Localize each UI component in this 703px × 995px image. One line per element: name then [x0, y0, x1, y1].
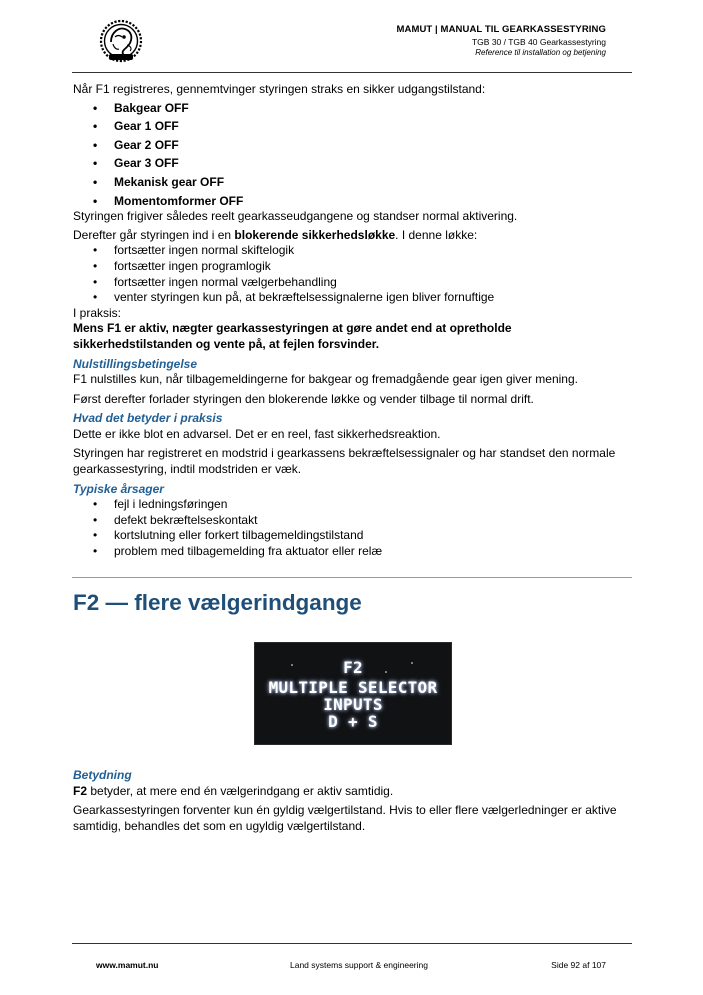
- causes-heading: Typiske årsager: [73, 481, 164, 496]
- meaning-text-2: Styringen har registreret en modstrid i gearkassens bekræftelsessignaler og har standset den normale gearkassestyring, indtil modstriden er væk.: [73, 446, 616, 477]
- f2-text-2: Gearkassestyringen forventer kun én gyldig vælgertilstand. Hvis to eller flere vælgerledninger er aktive samtidig, behandles det som en ugyldig vælgertilstand.: [73, 803, 617, 833]
- list-item: • Gear 1 OFF: [73, 119, 631, 138]
- footer-website: www.mamut.nu: [96, 960, 159, 970]
- f2-heading: F2 — flere vælgerindgange: [73, 590, 362, 615]
- list-item: • venter styringen kun på, at bekræftelsessignalerne igen bliver fornuftige: [73, 290, 631, 306]
- list-item: • fortsætter ingen normal skiftelogik: [73, 243, 631, 259]
- list-item: • defekt bekræftelseskontakt: [73, 513, 631, 529]
- header-reference: Reference til installation og betjening: [475, 48, 606, 57]
- list-item: • Mekanisk gear OFF: [73, 175, 631, 194]
- lcd-speck: [291, 664, 293, 666]
- list-item: • Momentomformer OFF: [73, 194, 631, 210]
- f2-meaning-text: F2 betyder, at mere end én vælgerindgang er aktiv samtidig.: [73, 783, 394, 798]
- list-item: • problem med tilbagemelding fra aktuator eller relæ: [73, 544, 631, 560]
- reset-text-1: F1 nulstilles kun, når tilbagemeldingerne for bakgear og fremadgående gear igen giver mening.: [73, 372, 578, 387]
- lcd-speck: [385, 671, 387, 673]
- loop-list: [73, 243, 631, 305]
- lcd-display: [254, 642, 452, 745]
- f2-meaning-heading: Betydning: [73, 768, 132, 782]
- safe-output-list: [73, 101, 631, 210]
- loop-text: Derefter går styringen ind i en blokerende sikkerhedsløkke. I denne løkke:: [73, 227, 478, 242]
- mamut-logo-icon: [95, 18, 147, 64]
- list-item: • Gear 3 OFF: [73, 156, 631, 175]
- section-divider: [72, 577, 632, 578]
- list-item: • Bakgear OFF: [73, 101, 631, 120]
- header-title: MAMUT | MANUAL TIL GEARKASSESTYRING: [396, 24, 606, 35]
- release-text: Styringen frigiver således reelt gearkasseudgangene og standser normal aktivering.: [73, 209, 518, 224]
- practice-bold: Mens F1 er aktiv, nægter gearkassestyringen at gøre andet end at opretholde sikkerhedstilstanden og vente på, at fejlen forsvinder.: [73, 321, 512, 351]
- lcd-line: MULTIPLE SELECTOR: [268, 678, 438, 697]
- f2-section: [73, 768, 631, 834]
- causes-list: [73, 497, 631, 559]
- reset-text-2: Først derefter forlader styringen den blokerende løkke og vender tilbage til normal drift.: [73, 391, 534, 406]
- header-subtitle: TGB 30 / TGB 40 Gearkassestyring: [471, 37, 606, 47]
- footer-page-number: Side 92 af 107: [551, 960, 606, 970]
- lcd-line: INPUTS: [323, 695, 383, 714]
- f1-intro: Når F1 registreres, gennemtvinger styringen straks en sikker udgangstilstand:: [73, 82, 486, 96]
- footer-tagline: Land systems support & engineering: [290, 960, 428, 970]
- lcd-speck: [411, 662, 413, 664]
- header-divider: [72, 72, 632, 73]
- list-item: • fortsætter ingen programlogik: [73, 259, 631, 275]
- f1-section: [73, 82, 631, 560]
- footer-divider: [72, 943, 632, 944]
- list-item: • fortsætter ingen normal vælgerbehandling: [73, 275, 631, 291]
- list-item: • kortslutning eller forkert tilbagemeldingstilstand: [73, 528, 631, 544]
- lcd-line: F2: [343, 658, 363, 677]
- lcd-line: D + S: [328, 712, 378, 731]
- meaning-text-1: Dette er ikke blot en advarsel. Det er en reel, fast sikkerhedsreaktion.: [73, 426, 441, 441]
- list-item: • fejl i ledningsføringen: [73, 497, 631, 513]
- list-item: • Gear 2 OFF: [73, 138, 631, 157]
- reset-heading: Nulstillingsbetingelse: [73, 356, 198, 371]
- meaning-heading: Hvad det betyder i praksis: [73, 411, 223, 426]
- practice-label: I praksis:: [73, 305, 122, 320]
